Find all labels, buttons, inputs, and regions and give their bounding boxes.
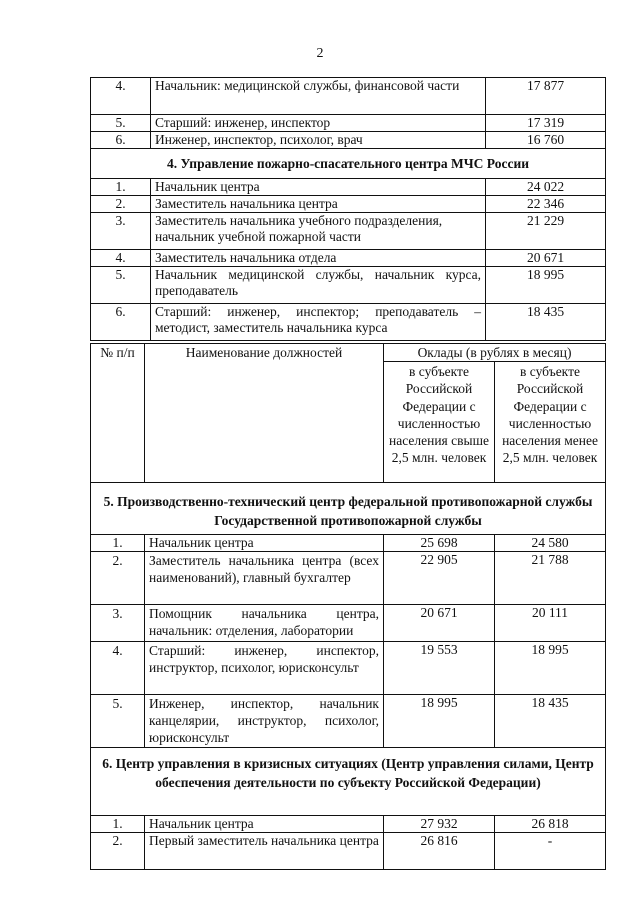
table-row	[91, 552, 606, 605]
salary-under: -	[495, 833, 606, 870]
bottom-salary-table	[90, 343, 606, 870]
salary-over: 19 553	[384, 642, 495, 695]
position-title: Начальник центра	[145, 535, 384, 552]
row-number: 4.	[91, 78, 151, 115]
position-title: Начальник: медицинской службы, финансовой части	[151, 78, 486, 115]
section-5-title: 5. Производственно-технический центр федеральной противопожарной службы Государственной противопожарной службы	[91, 483, 606, 535]
salary-value: 24 022	[486, 179, 606, 196]
salary-under: 18 435	[495, 695, 606, 748]
salary-value: 16 760	[486, 132, 606, 149]
table-row	[91, 115, 606, 132]
position-title: Старший: инженер, инспектор; преподаватель – методист, заместитель начальника курса	[151, 304, 486, 341]
salary-value: 21 229	[486, 213, 606, 250]
salary-value: 17 319	[486, 115, 606, 132]
position-title: Помощник начальника центра, начальник: отделения, лаборатории	[145, 605, 384, 642]
position-title: Первый заместитель начальника центра	[145, 833, 384, 870]
salary-under: 24 580	[495, 535, 606, 552]
top-salary-table	[90, 77, 606, 341]
page-number: 2	[316, 46, 324, 61]
table-row	[91, 695, 606, 748]
header-number: № п/п	[91, 344, 145, 483]
salary-value: 20 671	[486, 250, 606, 267]
row-number: 1.	[91, 179, 151, 196]
salary-value: 17 877	[486, 78, 606, 115]
section-4-title: 4. Управление пожарно-спасательного центра МЧС России	[91, 149, 606, 179]
header-salaries: Оклады (в рублях в месяц)	[384, 344, 606, 362]
table-row	[91, 304, 606, 341]
row-number: 6.	[91, 304, 151, 341]
salary-under: 26 818	[495, 816, 606, 833]
row-number: 3.	[91, 605, 145, 642]
table-row	[91, 816, 606, 833]
position-title: Заместитель начальника учебного подразделения, начальник учебной пожарной части	[151, 213, 486, 250]
position-title: Заместитель начальника отдела	[151, 250, 486, 267]
header-population-over: в субъекте Российской Федерации с численностью населения свыше 2,5 млн. человек	[384, 362, 495, 483]
table-header-row	[91, 344, 606, 362]
row-number: 5.	[91, 115, 151, 132]
table-row	[91, 642, 606, 695]
position-title: Старший: инженер, инспектор, инструктор, психолог, юрисконсульт	[145, 642, 384, 695]
section-heading-row	[91, 149, 606, 179]
salary-over: 27 932	[384, 816, 495, 833]
table-row	[91, 196, 606, 213]
row-number: 6.	[91, 132, 151, 149]
position-title: Заместитель начальника центра	[151, 196, 486, 213]
table-row	[91, 179, 606, 196]
table-row	[91, 78, 606, 115]
table-row	[91, 535, 606, 552]
row-number: 2.	[91, 196, 151, 213]
row-number: 1.	[91, 816, 145, 833]
section-heading-row	[91, 483, 606, 535]
row-number: 3.	[91, 213, 151, 250]
table-row	[91, 605, 606, 642]
position-title: Инженер, инспектор, психолог, врач	[151, 132, 486, 149]
salary-value: 22 346	[486, 196, 606, 213]
section-heading-row	[91, 748, 606, 816]
position-title: Начальник центра	[145, 816, 384, 833]
position-title: Старший: инженер, инспектор	[151, 115, 486, 132]
salary-over: 25 698	[384, 535, 495, 552]
row-number: 5.	[91, 267, 151, 304]
salary-over: 26 816	[384, 833, 495, 870]
salary-over: 20 671	[384, 605, 495, 642]
salary-over: 22 905	[384, 552, 495, 605]
table-row	[91, 132, 606, 149]
position-title: Начальник медицинской службы, начальник курса, преподаватель	[151, 267, 486, 304]
salary-under: 20 111	[495, 605, 606, 642]
salary-over: 18 995	[384, 695, 495, 748]
row-number: 2.	[91, 552, 145, 605]
salary-value: 18 435	[486, 304, 606, 341]
row-number: 1.	[91, 535, 145, 552]
position-title: Начальник центра	[151, 179, 486, 196]
position-title: Инженер, инспектор, начальник канцелярии, инструктор, психолог, юрисконсульт	[145, 695, 384, 748]
row-number: 4.	[91, 642, 145, 695]
position-title: Заместитель начальника центра (всех наименований), главный бухгалтер	[145, 552, 384, 605]
row-number: 2.	[91, 833, 145, 870]
salary-under: 18 995	[495, 642, 606, 695]
salary-value: 18 995	[486, 267, 606, 304]
table-row	[91, 267, 606, 304]
row-number: 5.	[91, 695, 145, 748]
table-row	[91, 833, 606, 870]
salary-under: 21 788	[495, 552, 606, 605]
row-number: 4.	[91, 250, 151, 267]
table-row	[91, 213, 606, 250]
header-position-name: Наименование должностей	[145, 344, 384, 483]
table-row	[91, 250, 606, 267]
header-population-under: в субъекте Российской Федерации с численностью населения менее 2,5 млн. человек	[495, 362, 606, 483]
section-6-title: 6. Центр управления в кризисных ситуациях (Центр управления силами, Центр обеспечения деятельности по субъекту Российской Федерации)	[91, 748, 606, 816]
